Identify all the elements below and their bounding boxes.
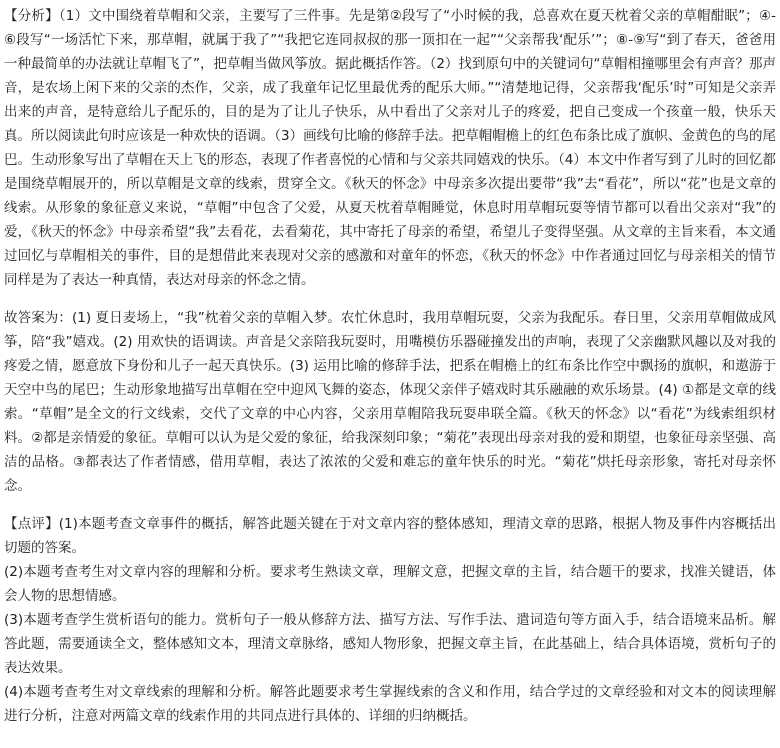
spacer	[4, 292, 776, 306]
comment-paragraph	[4, 512, 776, 728]
answer-paragraph: 故答案为：(1) 夏日麦场上，“我”枕着父亲的草帽入梦。农忙休息时，我用草帽玩耍，父亲为我配乐。春日里，父亲用草帽做成风筝，陪“我”嬉戏。(2) 用欢快的语调读。声音是父亲陪我玩耍时，用嘴模仿乐器碰撞发出的声响，表现了父亲幽默风趣以及对我的疼爱之情，愿意放下身份和儿子一起天真快乐。(3) 运用比喻的修辞手法，把系在帽檐上的红布条比作空中飘扬的旗帜，和遨游于天空中鸟的尾巴；生动形象地描写出草帽在空中迎风飞舞的姿态，体现父亲伴子嬉戏时其乐融融的欢乐场景。(4) ①都是文章的线索。“草帽”是全文的行文线索，交代了文章的中心内容，父亲用草帽陪我玩耍串联全篇。《秋天的怀念》以“看花”为线索组织材料。②都是亲情爱的象征。草帽可以认为是父爱的象征，给我深刻印象；“菊花”表现出母亲对我的爱和期望，也象征母亲坚强、高洁的品格。③都表达了作者情感，借用草帽，表达了浓浓的父爱和难忘的童年快乐的时光。“菊花”烘托母亲形象，寄托对母亲怀念。	[4, 310, 776, 494]
comment-item-4: (4)本题考查考生对文章线索的理解和分析。解答此题要求考生掌握线索的含义和作用，结合学过的文章经验和对文本的阅读理解进行分析，注意对两篇文章的线索作用的共同点进行具体的、详细的归纳概括。	[4, 684, 776, 724]
comment-item-3: (3)本题考查学生赏析语句的能力。赏析句子一般从修辞方法、描写方法、写作手法、遣词造句等方面入手，结合语境来品析。解答此题，需要通读全文，整体感知文本，理清文章脉络，感知人物形象，把握文章主旨，在此基础上，结合具体语境，赏析句子的表达效果。	[4, 612, 776, 676]
analysis-text: （1）文中围绕着草帽和父亲，主要写了三件事。先是第②段写了“小时候的我，总喜欢在夏天枕着父亲的草帽酣眠”；④-⑥段写“一场活忙下来，那草帽，就属于我了”“我把它连同叔叔的那一顶扣在一起”“父亲帮我‘配乐’”；⑧-⑨写“到了春天，爸爸用一种最简单的办法就让草帽飞了”，把草帽当做风筝放。据此概括作答。（2）找到原句中的关键词句“草帽相撞哪里会有声音？那声音，是农场上闲下来的父亲的杰作，父亲，成了我童年记忆里最优秀的配乐大师。”“清楚地记得，父亲帮我‘配乐’时”可知是父亲弄出来的声音，是特意给儿子配乐的，目的是为了让儿子快乐，从中看出了父亲对儿子的疼爱，把自己变成一个孩童一般，快乐天真。所以阅读此句时应该是一种欢快的语调。（3）画线句比喻的修辞手法。把草帽帽檐上的红色布条比成了旗帜、金黄色的鸟的尾巴。生动形象写出了草帽在天上飞的形态，表现了作者喜悦的心情和与父亲共同嬉戏的快乐。（4）本文中作者写到了儿时的回忆都是围绕草帽展开的，所以草帽是文章的线索，贯穿全文。《秋天的怀念》中母亲多次提出要带“我”去“看花”，所以“花”也是文章的线索。从形象的象征意义来说，“草帽”中包含了父爱，从夏天枕着草帽睡觉，休息时用草帽玩耍等情节都可以看出父亲对“我”的爱，《秋天的怀念》中母亲希望“我”去看花，去看菊花，其中寄托了母亲的希望，希望儿子变得坚强。从文章的主旨来看，本文通过回忆与草帽相关的事件，目的是想借此来表现对父亲的感激和对童年的怀恋，《秋天的怀念》中作者通过回忆与母亲相关的情节同样是为了表达一种真情，表达对母亲的怀念之情。	[4, 8, 777, 288]
comment-item-2: (2)本题考查考生对文章内容的理解和分析。要求考生熟读文章，理解文意，把握文章的主旨，结合题干的要求，找准关键语，体会人物的思想情感。	[4, 564, 776, 604]
spacer	[4, 498, 776, 512]
analysis-paragraph	[4, 4, 776, 292]
analysis-header: 【分析】	[4, 8, 59, 24]
comment-header: 【点评】	[4, 516, 59, 532]
comment-item-1: (1)本题考查文章事件的概括，解答此题关键在于对文章内容的整体感知，理清文章的思路，根据人物及事件内容概括出切题的答案。	[4, 516, 777, 556]
